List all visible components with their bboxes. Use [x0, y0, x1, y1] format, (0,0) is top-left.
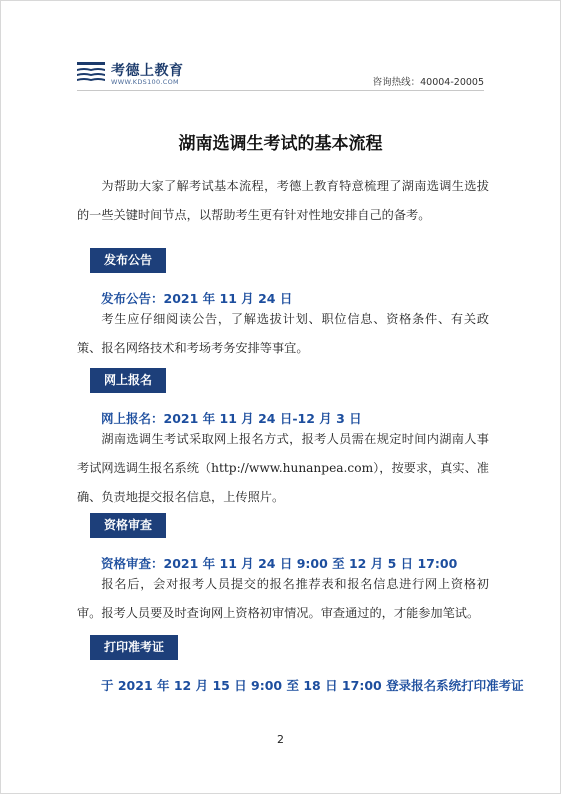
page-title: 湖南选调生考试的基本流程 — [178, 134, 383, 154]
section-date-admission-ticket: 于 2021 年 12 月 15 日 9:00 至 18 日 17:00 登录报名系统打印准考证 — [101, 678, 524, 693]
section-badge-admission-ticket: 打印准考证 — [90, 635, 178, 660]
page-header — [77, 59, 484, 87]
intro-paragraph: 为帮助大家了解考试基本流程，考德上教育特意梳理了湖南选调生选拔的一些关键时间节点，以帮助考生更有针对性地安排自己的备考。 — [77, 179, 489, 222]
section-body-review: 报名后，会对报考人员提交的报名推荐表和报名信息进行网上资格初审。报考人员要及时查询网上资格初审情况。审查通过的，才能参加笔试。 — [77, 577, 489, 620]
section-body-announcement: 考生应仔细阅读公告，了解选拔计划、职位信息、资格条件、有关政策、报名网络技术和考场考务安排等事宜。 — [77, 312, 489, 355]
section-badge-review: 资格审查 — [90, 513, 166, 538]
logo — [77, 59, 197, 87]
logo-url: WWW.KDS100.COM — [111, 78, 179, 86]
page-number: 2 — [277, 733, 284, 746]
section-body-registration: 湖南选调生考试采取网上报名方式，报考人员需在规定时间内湖南人事考试网选调生报名系统（http://www.hunanpea.com），按要求，真实、准确、负责地提交报名信息，上传照片。 — [77, 432, 489, 504]
book-logo-icon — [77, 61, 105, 85]
header-divider — [77, 90, 484, 91]
section-date-registration: 网上报名：2021 年 11 月 24 日-12 月 3 日 — [101, 411, 362, 426]
section-date-announcement: 发布公告：2021 年 11 月 24 日 — [101, 291, 293, 306]
section-badge-announcement: 发布公告 — [90, 248, 166, 273]
section-date-review: 资格审查：2021 年 11 月 24 日 9:00 至 12 月 5 日 17:00 — [101, 556, 458, 571]
hotline: 咨询热线：40004-20005 — [372, 77, 484, 88]
logo-name: 考德上教育 — [111, 63, 184, 79]
section-badge-registration: 网上报名 — [90, 368, 166, 393]
